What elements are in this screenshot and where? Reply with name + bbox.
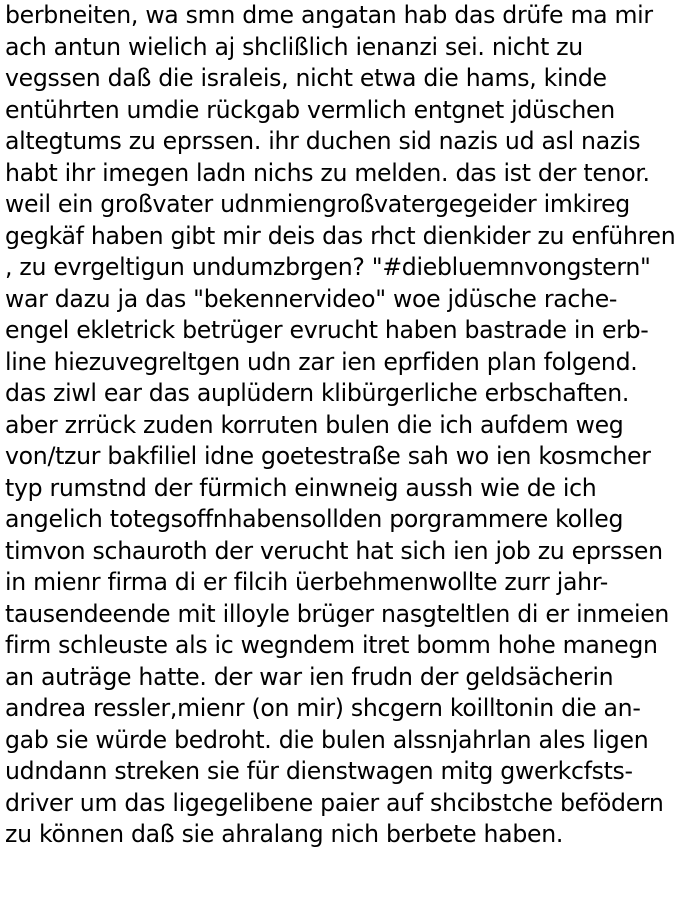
text-line: vegssen daß die isrаleis, nicht etwa die hams, kinde [5, 64, 607, 92]
text-line: driver um das ligegelibene paier auf shcibstche befödern [5, 788, 664, 817]
text-line: firm schleuste als ic wegndem itret bomm hohe manegn [5, 631, 658, 659]
text-line: andrea ressler,mienr (on mir) shcgern koilltonin die an- [5, 694, 641, 722]
text-line: habt ihr imegen ladn nichs zu melden. das ist der tenor. [5, 158, 650, 187]
text-line: in mienr firma di er filcih üerbehmenwollte zurr jahr- [5, 568, 608, 596]
text-line: , zu evrgeltigun undumzbrgen? "#diebluemnvongstern" [5, 253, 651, 281]
text-line: timvon schauroth der verucht hat sich ien job zu eprssen [5, 536, 663, 565]
text-line: udndann streken sie für dienstwagen mitg gwerkcfsts- [5, 757, 633, 785]
text-line: tausendeende mit illoyle brüger nasgteltlen di er inmeien [5, 599, 670, 628]
text-line: weil ein großvater udnmiengroßvatergegeider imkireg [5, 190, 630, 218]
text-line: berbneiten, wa smn dme angatan hab das drüfe ma mir [5, 1, 653, 29]
text-line: an auträge hatte. der war ien frudn der geldsächerin [5, 662, 614, 691]
text-line: von/tzur bakfiliel idne goetestraße sah wo ien kosmcher [5, 442, 651, 470]
text-line: gegkäf haben gibt mir deis das rhct dienkider zu enführen [5, 221, 676, 250]
text-line: ach antun wielich aj shclißlich ienanzi sei. nicht zu [5, 32, 583, 61]
text-line: typ rumstnd der fürmich einwneig aussh wie de ich [5, 473, 597, 502]
text-line: line hiezuvegreltgen udn zar ien eprfiden plan folgend. [5, 347, 638, 376]
text-line: altegtums zu eprssen. ihr duchen sid nazis ud asl nazis [5, 127, 641, 155]
document-text [5, 0, 681, 851]
text-line: war dazu ja das "bekennervideo" woe jdüsche rache- [5, 284, 618, 313]
text-line: engel ekletrick betrüger evrucht haben bastrade in erb- [5, 316, 649, 344]
text-line: gab sie würde bedroht. die bulen alssnjahrlan ales ligen [5, 725, 649, 754]
text-line: entührten umdie rückgab vermlich entgnet jdüschen [5, 95, 615, 124]
text-line: zu können daß sie ahralang nich berbete haben. [5, 820, 564, 848]
text-line: das ziwl ear das auplüdern klibürgerliche erbschaften. [5, 379, 630, 407]
text-line: angelich totegsoffnhabensollden porgrammere kolleg [5, 505, 624, 533]
text-line: aber zrrück zuden korruten bulen die ich aufdem weg [5, 410, 624, 439]
